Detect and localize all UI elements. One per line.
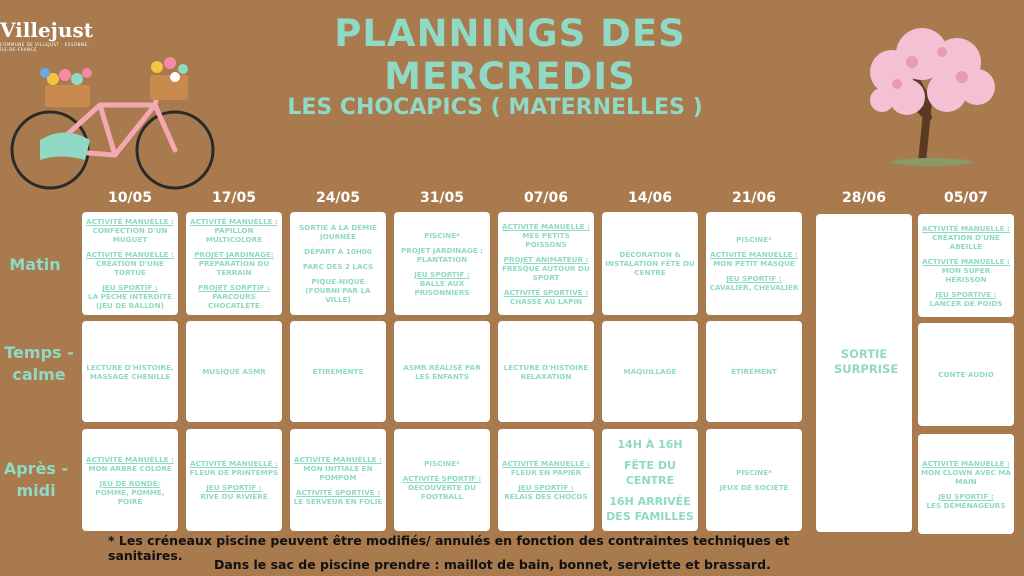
activity: ACTIVITÉ MANUELLE : MON CLOWN AVEC MA MAIN: [921, 458, 1011, 486]
villejust-logo: Villejust COMMUNE DE VILLEJUST · ESSONNE · ÎLE-DE-FRANCE: [0, 18, 93, 52]
cell-calme-10-05: LECTURE D'HISTOIRE, MASSAGE CHENILLE: [82, 321, 178, 422]
activity: PROJET SORPTIF : PARCOURS CHOCATLÈTE: [198, 283, 270, 310]
activity: ACTIVITÉ MANUELLE : MON SUPER HÉRISSON: [922, 256, 1010, 284]
footnote-piscine: * Les créneaux piscine peuvent être modifiés/ annulés en fonction des contraintes techniques et sanitaires.: [108, 533, 790, 563]
activity: PISCINE*: [736, 235, 772, 244]
cell-calme-14-06: MAQUILLAGE: [602, 321, 698, 422]
activity: ACTIVITÉ MANUELLE : MON PETIT MASQUE: [710, 250, 798, 268]
activity: JEU SPORTIF : CAVALIER, CHEVALIER: [709, 274, 799, 292]
date-header: 28/06: [841, 190, 887, 206]
activity: PROJET JARDINAGE ; PLANTATION: [400, 245, 484, 264]
row-label-matin: Matin: [9, 255, 61, 274]
page-title: PLANNINGS DES MERCREDIS: [334, 12, 686, 98]
cell-calme-31-05: ASMR RÉALISÉ PAR LES ENFANTS: [394, 321, 490, 422]
activity: ACTIVITÉ SPORTIF : DÉCOUVERTE DU FOOTBALL: [402, 474, 482, 501]
activity: PIQUE-NIQUE (FOURNI PAR LA VILLE): [305, 277, 371, 304]
page-subtitle: LES CHOCAPICS ( MATERNELLES ): [287, 95, 703, 120]
activity: ACTIVITÉ SPORTIVE : LE SERVEUR EN FOLIE: [293, 487, 383, 506]
activity: ACTIVITÉ MANUELLE : CONFECTION D'UN MUGUET: [86, 217, 174, 244]
activity: ACTIVITÉ MANUELLE : CRÉATION D'UNE ABEILLE: [922, 223, 1010, 251]
cell-calme-21-06: ÉTIREMENT: [706, 321, 802, 422]
activity: PROJET JARDINAGE: PRÉPARATION DU TERRAIN: [194, 250, 274, 277]
date-header: 24/05: [315, 190, 361, 206]
activity: JEUX DE SOCIÉTÉ: [719, 483, 789, 492]
activity: PISCINE*: [424, 459, 460, 468]
cell-sortie-surprise-28-06: SORTIE SURPRISE: [816, 214, 912, 532]
date-header: 14/06: [627, 190, 673, 206]
cell-matin-17-05: [186, 212, 282, 315]
cell-matin-24-05: [290, 212, 386, 315]
cell-matin-21-06: [706, 212, 802, 315]
row-label-apres-midi: Après - midi: [3, 459, 69, 500]
cell-matin-07-06: [498, 212, 594, 315]
activity: DÉCORATION & INSTALATION FÊTE DU CENTRE: [605, 250, 695, 277]
activity: ACTIVITÉ MANUELLE : PAPILLON MULTICOLORE: [190, 217, 278, 244]
activity: JEU SPORTIF : BALLE AUX PRISONNIERS: [414, 269, 470, 297]
cell-matin-14-06: [602, 212, 698, 315]
cell-calme-07-06: LECTURE D'HISTOIRE RELAXATION: [498, 321, 594, 422]
activity: JEU SPORTIF : RELAIS DES CHOCOS: [504, 483, 588, 501]
date-header: 17/05: [211, 190, 257, 206]
cell-matin-05-07: [918, 214, 1014, 317]
cell-matin-31-05: [394, 212, 490, 315]
date-header: 07/06: [523, 190, 569, 206]
activity: JEU DE RONDE: POMME, POMME, POIRE: [95, 478, 165, 506]
date-header: 31/05: [419, 190, 465, 206]
activity: PARC DES 2 LACS: [302, 262, 374, 271]
activity: JEU SPORTIF : RIVE OU RIVIÈRE: [200, 483, 268, 501]
activity: DÉPART À 10H00: [304, 247, 372, 256]
activity: PROJET ANIMATEUR : FRESQUE AUTOUR DU SPORT: [502, 254, 590, 282]
cell-calme-17-05: MUSIQUE ASMR: [186, 321, 282, 422]
activity: ACTIVITÉ MANUELLE : MON ARBRE COLORÉ: [86, 454, 174, 473]
cell-apres-10-05: [82, 429, 178, 531]
activity: SORTIE À LA DEMIE JOURNÉE: [299, 223, 377, 241]
cell-matin-10-05: [82, 212, 178, 315]
date-header: 10/05: [107, 190, 153, 206]
activity: ACTIVITÉ MANUELLE : FLEUR DE PRINTEMPS: [189, 459, 279, 477]
activity: ACTIVITÉ MANUELLE : MES PETITS POISSONS: [502, 221, 590, 249]
cell-apres-07-06: [498, 429, 594, 531]
activity: ACTIVITÉ SPORTIVE : CHASSE AU LAPIN: [503, 287, 589, 306]
date-header: 05/07: [943, 190, 989, 206]
cell-apres-17-05: [186, 429, 282, 531]
activity: ACTIVITÉ MANUELLE : CRÉATION D'UNE TORTUE: [86, 250, 174, 277]
row-label-temps-calme: Temps - calme: [4, 343, 74, 384]
activity: ACTIVITÉ MANUELLE : FLEUR EN PAPIER: [502, 459, 590, 477]
cell-apres-21-06: [706, 429, 802, 531]
cell-calme-24-05: ETIREMENTS: [290, 321, 386, 422]
date-header: 21/06: [731, 190, 777, 206]
cell-apres-24-05: [290, 429, 386, 531]
activity: JEU SPORTIVE : LANCER DE POIDS: [929, 289, 1003, 308]
cell-calme-05-07: CONTE AUDIO: [918, 323, 1014, 426]
cell-apres-14-06-fete: 14H À 16H FÊTE DU CENTRE 16H ARRIVÉE DES FAMILLES: [602, 429, 698, 531]
cell-apres-05-07: [918, 434, 1014, 534]
tree-illustration: [862, 22, 1002, 167]
activity: JEU SPORTIF : LA PÊCHE INTERDITE (JEU DE BALLON): [87, 283, 172, 310]
cell-apres-31-05: [394, 429, 490, 531]
activity: JEU SPORTIF : LES DÉMÉNAGEURS: [926, 491, 1006, 510]
activity: ACTIVITÉ MANUELLE : MON INITIALE EN POMPOM: [294, 454, 382, 482]
activity: PISCINE*: [736, 468, 772, 477]
activity: PISCINE*: [424, 230, 460, 240]
footnote-sac-piscine: Dans le sac de piscine prendre : maillot de bain, bonnet, serviette et brassard.: [214, 557, 771, 572]
bicycle-illustration: [5, 45, 220, 200]
